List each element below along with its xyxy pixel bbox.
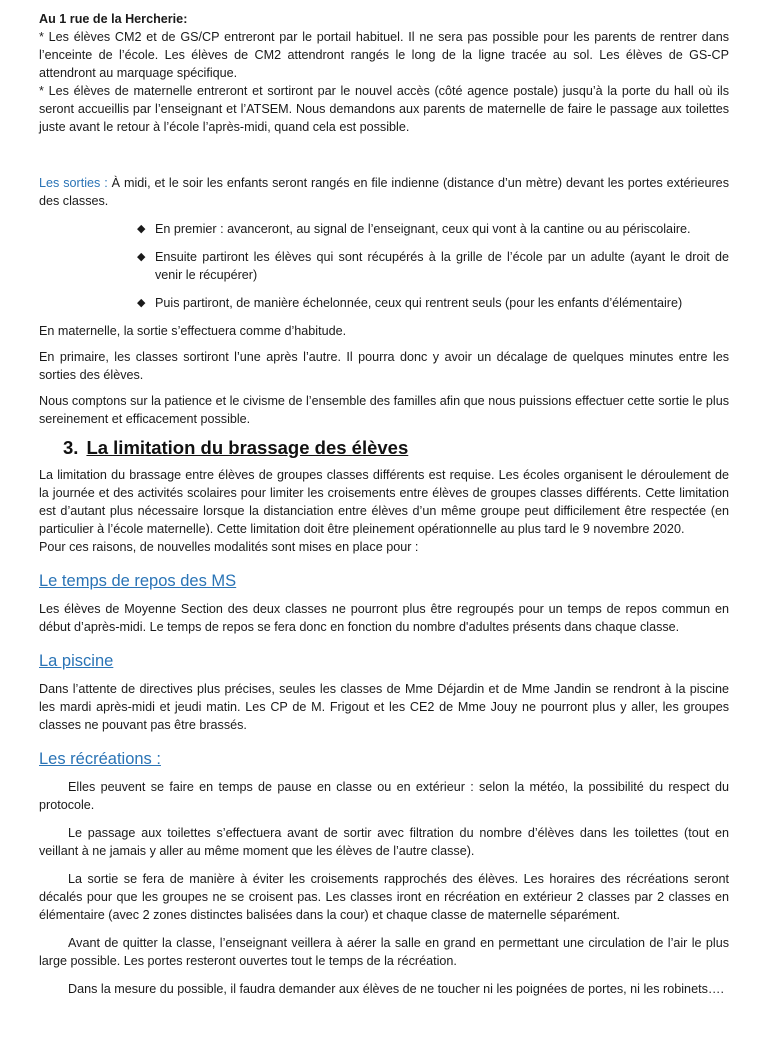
list-item — [137, 220, 729, 238]
repos-heading: Le temps de repos des MS — [39, 572, 237, 590]
diamond-bullet-icon: ◆ — [137, 223, 146, 235]
section-number: 3. — [63, 437, 79, 458]
list-item — [137, 248, 729, 284]
list-item — [137, 294, 729, 312]
piscine-paragraph: Dans l’attente de directives plus précises, seules les classes de Mme Déjardin et de Mme Jandin se rendront à la piscine les mardi après-midi et jeudi matin. Les CP de M. Frigout et les CE2 de Mme Jouy ne pourront plus y aller, les groupes classes ne pouvant pas être brassés. — [39, 682, 729, 732]
sorties-primaire-paragraph: En primaire, les classes sortiront l’une après l’autre. Il pourra donc y avoir un décalage de quelques minutes entre les sorties des élèves. — [39, 350, 729, 382]
section-3-intro: La limitation du brassage entre élèves de groupes classes différents est requise. Les écoles organisent le déroulement de la journée et des activités scolaires pour limiter les croisements entre élèves de groupes classes différents. Cette limitation est d’autant plus nécessaire lorsque la distanciation entre élèves d’un même groupe peut difficilement être respectée (en particulier à l’école maternelle). Cette limitation doit être pleinement opérationnelle au plus tard le 9 novembre 2020. — [39, 468, 729, 536]
recreations-body — [39, 778, 729, 998]
diamond-bullet-icon: ◆ — [137, 251, 146, 263]
address-paragraph-cm2-gscp: * Les élèves CM2 et de GS/CP entreront par le portail habituel. Il ne sera pas possible pour les parents de rentrer dans l’enceinte de l’école. Les élèves de CM2 attendront rangés le long de la ligne tracée au sol. Les élèves de GS-CP attendront au marquage spécifique. — [39, 30, 729, 80]
sorties-paragraph — [39, 174, 729, 210]
sorties-bullet-list — [39, 220, 729, 312]
address-heading: Au 1 rue de la Hercherie: — [39, 12, 188, 26]
section-3-heading — [63, 436, 729, 460]
address-paragraph-maternelle: * Les élèves de maternelle entreront et sortiront par le nouvel accès (côté agence postale) jusqu’à la porte du hall où ils seront accueillis par l’enseignant et l’ATSEM. Nous demandons aux parents de maternelle de faire le passage aux toilettes juste avant le retour à l’école l’après-midi, quand cela est possible. — [39, 84, 729, 134]
recreations-paragraph-1: Elles peuvent se faire en temps de pause en classe ou en extérieur : selon la météo, la possibilité du respect du protocole. — [39, 780, 729, 812]
recreations-paragraph-5: Dans la mesure du possible, il faudra demander aux élèves de ne toucher ni les poignées de portes, ni les robinets…. — [68, 982, 724, 996]
sorties-text: À midi, et le soir les enfants seront rangés en file indienne (distance d’un mètre) devant les portes extérieures des classes. — [39, 176, 729, 208]
recreations-paragraph-4: Avant de quitter la classe, l’enseignant veillera à aérer la salle en grand en permettant une circulation de l’air le plus large possible. Les portes resteront ouvertes tout le temps de la récréation. — [39, 936, 729, 968]
recreations-paragraph-2: Le passage aux toilettes s’effectuera avant de sortir avec filtration du nombre d’élèves dans les toilettes (tout en veillant à ne jamais y aller au même moment que les élèves de l’autre classe). — [39, 826, 729, 858]
diamond-bullet-icon: ◆ — [137, 297, 146, 309]
recreations-heading: Les récréations : — [39, 750, 161, 768]
section-title: La limitation du brassage des élèves — [86, 437, 409, 458]
piscine-heading: La piscine — [39, 652, 114, 670]
sorties-label: Les sorties : — [39, 176, 108, 190]
bullet-text: Puis partiront, de manière échelonnée, ceux qui rentrent seuls (pour les enfants d’élémentaire) — [155, 296, 683, 310]
bullet-text: En premier : avanceront, au signal de l’enseignant, ceux qui vont à la cantine ou au périscolaire. — [155, 222, 691, 236]
bullet-text: Ensuite partiront les élèves qui sont récupérés à la grille de l’école par un adulte (ayant le droit de venir le récupérer) — [155, 250, 729, 282]
recreations-paragraph-3: La sortie se fera de manière à éviter les croisements rapprochés des élèves. Les horaires des récréations seront décalés pour que les groupes ne se croisent pas. Les classes iront en récréation en extérieur 2 classes par 2 classes en élémentaire (avec 2 zones distinctes balisées dans la cour) et chaque classe de maternelle séparément. — [39, 872, 729, 922]
sorties-maternelle-paragraph: En maternelle, la sortie s’effectuera comme d’habitude. — [39, 324, 347, 338]
document-page — [39, 10, 729, 1008]
sorties-patience-paragraph: Nous comptons sur la patience et le civisme de l’ensemble des familles afin que nous puissions effectuer cette sortie le plus sereinement et efficacement possible. — [39, 394, 729, 426]
repos-paragraph: Les élèves de Moyenne Section des deux classes ne pourront plus être regroupés pour un temps de repos commun en début d’après-midi. Le temps de repos se fera donc en fonction du nombre d'adultes présents dans chaque classe. — [39, 602, 729, 634]
section-3-intro-2: Pour ces raisons, de nouvelles modalités sont mises en place pour : — [39, 540, 419, 554]
